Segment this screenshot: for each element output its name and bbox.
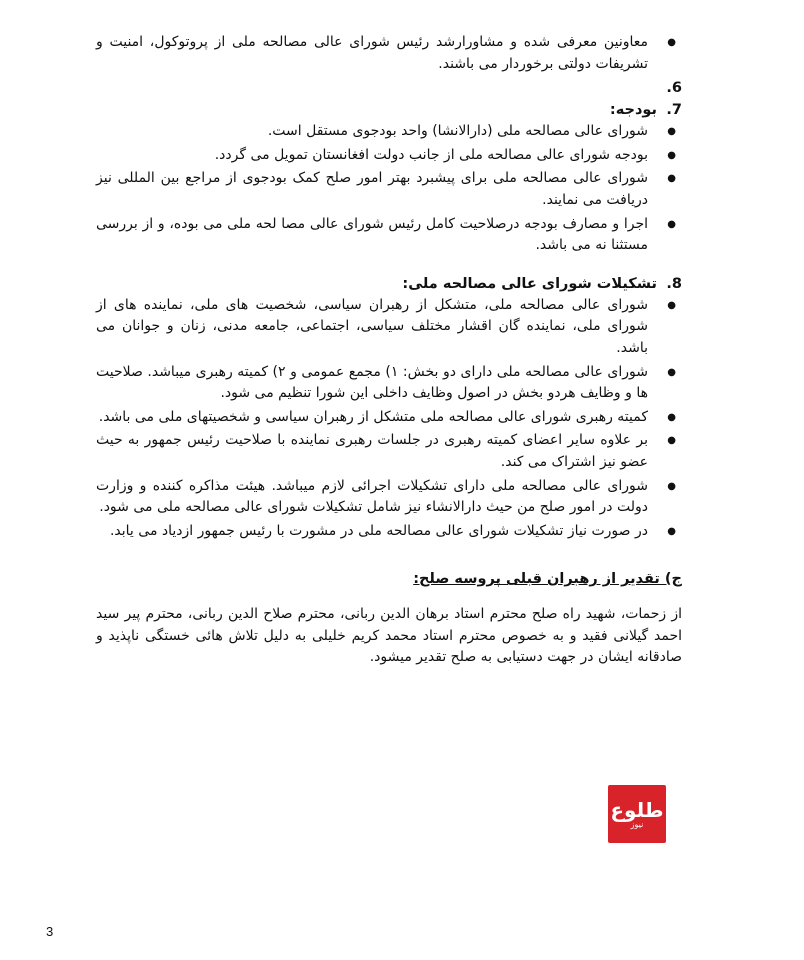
list-item: ● در صورت نیاز تشکیلات شورای عالی مصالحه ملی در مشورت با رئیس جمهور ازدیاد می یابد. <box>96 521 682 543</box>
section-j-title: ج) تقدیر از رهبران قبلی پروسه صلح: <box>413 571 682 588</box>
list-item: ● شورای عالی مصالحه ملی، متشکل از رهبران سیاسی، شخصیت های ملی، نماینده های از شورای ملی، نماینده گان اقشار مختلف سیاسی، اجتماعی، جامعه مدنی، زنان و جوانان می باشد. <box>96 295 682 360</box>
list-item: ● بر علاوه سایر اعضای کمیته رهبری در جلسات رهبری نماینده با صلاحیت رئیس جمهور به حیث عضو نیز اشتراک می کند. <box>96 430 682 473</box>
section-8-title: تشکیلات شورای عالی مصالحه ملی: <box>402 275 657 292</box>
section-6-heading <box>96 77 682 99</box>
section-7-heading <box>96 99 682 121</box>
list-item: ● معاونین معرفی شده و مشاورارشد رئیس شورای عالی مصالحه ملی از پروتوکول، امنیت و تشریفات دولتی برخوردار می باشند. <box>96 32 682 75</box>
section-6-number: 6. <box>666 80 682 97</box>
tolo-news-logo <box>608 785 666 843</box>
logo-main-text: طلوع <box>610 797 664 822</box>
logo-sub-text: نیوز <box>630 819 644 829</box>
list-item: ● شورای عالی مصالحه ملی برای پیشبرد بهتر امور صلح کمک بودجوی از مراجع بین المللی نیز دریافت می نمایند. <box>96 168 682 211</box>
section-8-number: 8. <box>666 275 682 292</box>
list-item: ● کمیته رهبری شورای عالی مصالحه ملی متشکل از رهبران سیاسی و شخصیتهای ملی می باشد. <box>96 407 682 429</box>
list-item: ● شورای عالی مصالحه ملی دارای دو بخش: ۱) مجمع عمومی و ۲) کمیته رهبری میباشد. صلاحیت ها و وظایف هردو بخش در اصول وظایف داخلی این شورا تنظیم می شود. <box>96 362 682 405</box>
section-8-bullets <box>96 295 682 543</box>
section-7-title: بودجه: <box>609 102 657 119</box>
section-8-heading <box>96 273 682 295</box>
list-item: ● شورای عالی مصالحه ملی (دارالانشا) واحد بودجوی مستقل است. <box>96 121 682 143</box>
document-content <box>96 32 682 669</box>
intro-bullets <box>96 32 682 75</box>
section-j-paragraph: از زحمات، شهید راه صلح محترم استاد برهان الدین ربانی، محترم صلاح الدین ربانی، محترم پیر سید احمد گیلانی فقید و به خصوص محترم استاد محمد کریم خلیلی به دلیل تلاش هائی خستگی ناپذید و صادقانه ایشان در جهت دستیابی به صلح تقدیر میشود. <box>96 606 682 666</box>
section-7-number: 7. <box>666 102 682 119</box>
list-item: ● اجرا و مصارف بودجه درصلاحیت کامل رئیس شورای عالی مصا لحه ملی می بوده، و از بررسی مستثنا نه می باشد. <box>96 214 682 257</box>
list-item: ● بودجه شورای عالی مصالحه ملی از جانب دولت افغانستان تمویل می گردد. <box>96 145 682 167</box>
list-item: ● شورای عالی مصالحه ملی دارای تشکیلات اجرائی لازم میباشد. هیئت مذاکره کننده و وزارت دولت در امور صلح من حیث دارالانشاء نیز شامل تشکیلات شورای عالی مصالحه ملی می شود. <box>96 476 682 519</box>
section-7-bullets <box>96 121 682 257</box>
page-number: 3 <box>46 924 54 939</box>
